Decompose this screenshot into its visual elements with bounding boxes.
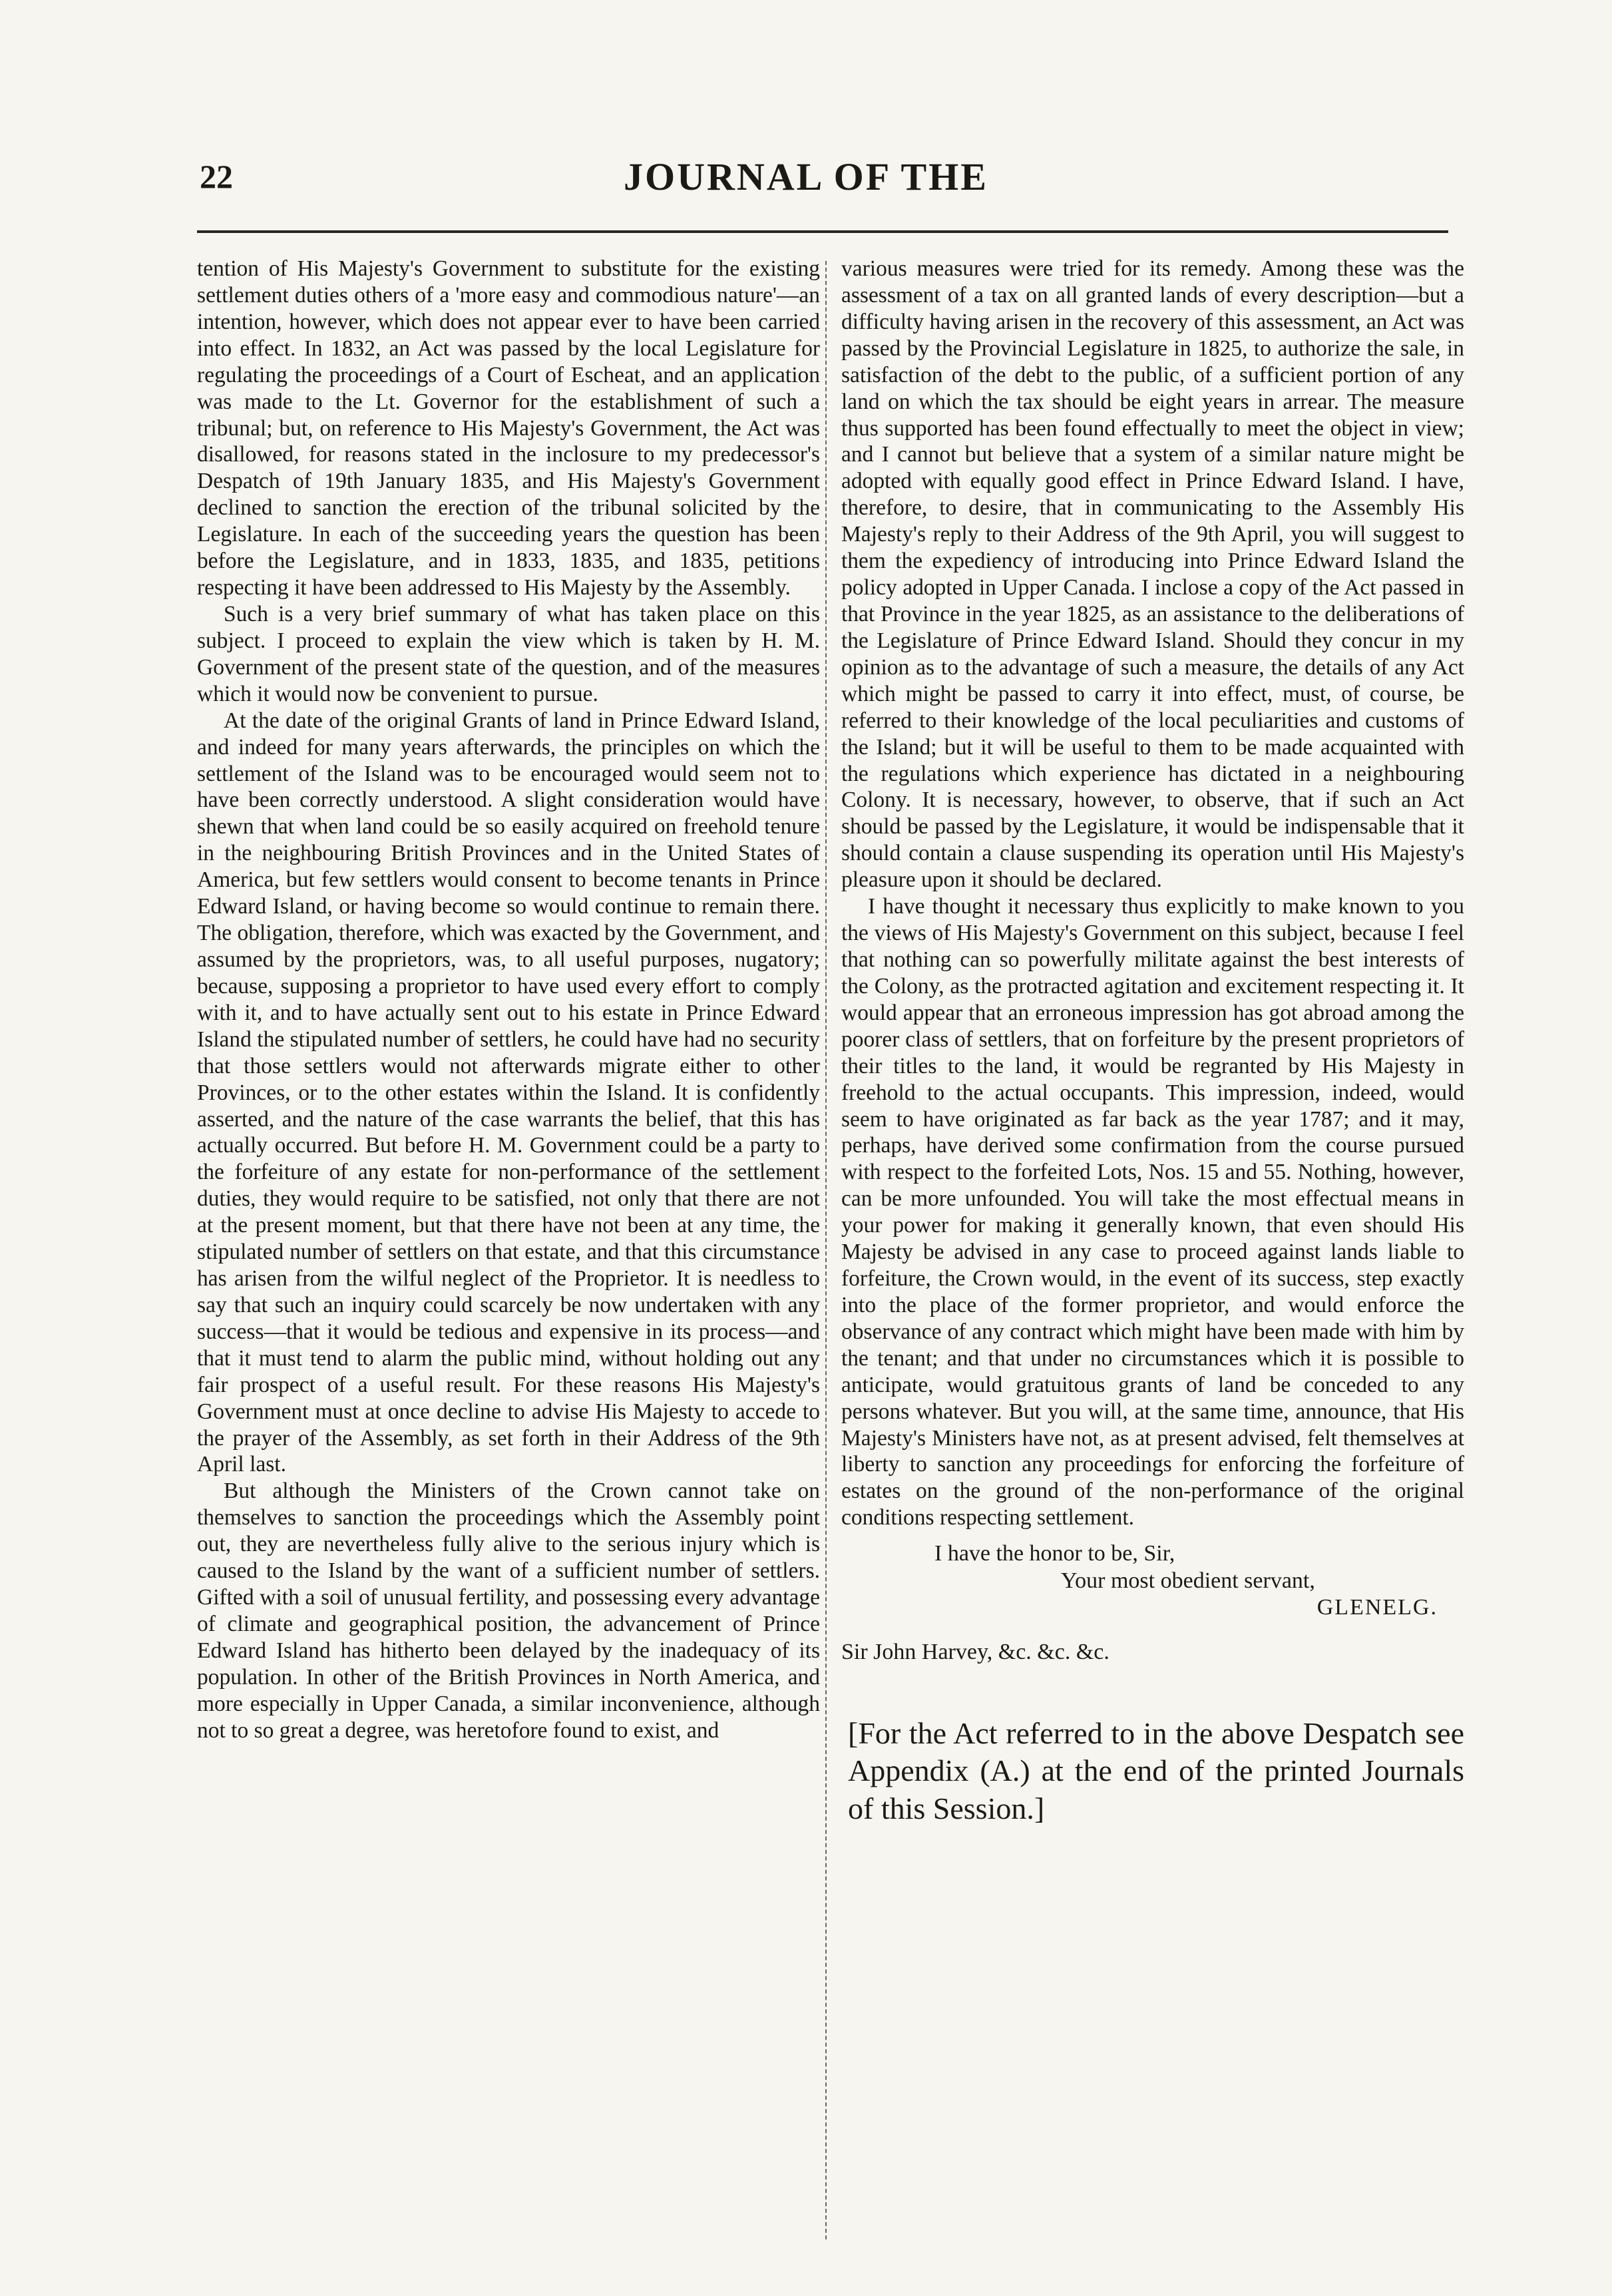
paragraph: various measures were tried for its remedy. Among these was the assessment of a tax on all granted lands of every description—but a difficulty having arisen in the recovery of this assessment, an Act was passed by the Provincial Legislature in 1825, to authorize the sale, in satisfaction of the debt to the public, of a sufficient portion of any land on which the tax should be eight years in arrear. The measure thus supported has been found effectually to meet the object in view; and I cannot but believe that a system of a similar nature might be adopted with equally good effect in Prince Edward Island. I have, therefore, to desire, that in communicating to the Assembly His Majesty's reply to their Address of the 9th April, you will suggest to them the expediency of introducing into Prince Edward Island the policy adopted in Upper Canada. I inclose a copy of the Act passed in that Province in the year 1825, as an assistance to the deliberations of the Legislature of Prince Edward Island. Should they concur in my opinion as to the advantage of such a measure, the details of any Act which might be passed to carry it into effect, must, of course, be referred to their knowledge of the local peculiarities and customs of the Island; but it will be useful to them to be made acquainted with the regulations which experience has dictated in a neighbouring Colony. It is necessary, however, to observe, that if such an Act should be passed by the Legislature, it would be indispensable that it should contain a clause suspending its operation until His Majesty's pleasure upon it should be declared. [841, 256, 1464, 893]
letter-closing [841, 1540, 1464, 1622]
closing-servant: Your most obedient servant, [1061, 1568, 1315, 1593]
left-column [197, 256, 820, 1744]
right-column [841, 256, 1464, 1827]
paragraph: Such is a very brief summary of what has taken place on this subject. I proceed to explain the view which is taken by H. M. Government of the present state of the question, and of the measures which it would now be convenient to pursue. [197, 601, 820, 706]
header-rule [197, 230, 1448, 233]
paragraph: I have thought it necessary thus explicitly to make known to you the views of His Majesty's Government on this subject, because I feel that nothing can so powerfully militate against the best interests of the Colony, as the protracted agitation and excitement respecting it. It would appear that an erroneous impression has got abroad among the poorer class of settlers, that on forfeiture by the present proprietors of their titles to the land, it would be regranted by His Majesty in freehold to the actual occupants. This impression, indeed, would seem to have originated as far back as the year 1787; and it may, perhaps, have derived some confirmation from the course pursued with respect to the forfeited Lots, Nos. 15 and 55. Nothing, however, can be more unfounded. You will take the most effectual means in your power for making it generally known, that even should His Majesty be advised in any case to proceed against lands liable to forfeiture, the Crown would, in the event of its success, step exactly into the place of the former proprietor, and would enforce the observance of any contract which might have been made with him by the tenant; and that under no circumstances which it is possible to anticipate, would gratuitous grants of land be conceded to any persons whatever. But you will, at the same time, announce, that His Majesty's Ministers have not, as at present advised, felt themselves at liberty to sanction any proceedings for enforcing the forfeiture of estates on the ground of the non-performance of the original conditions respecting settlement. [841, 894, 1464, 1530]
paragraph: At the date of the original Grants of land in Prince Edward Island, and indeed for many years afterwards, the principles on which the settlement of the Island was to be encouraged would seem not to have been correctly understood. A slight consideration would have shewn that when land could be so easily acquired on freehold tenure in the neighbouring British Provinces and in the United States of America, but few settlers would consent to become tenants in Prince Edward Island, or having become so would continue to remain there. The obligation, therefore, which was exacted by the Government, and assumed by the proprietors, was, to all useful purposes, nugatory; because, supposing a proprietor to have used every effort to comply with it, and to have actually sent out to his estate in Prince Edward Island the stipulated number of settlers, he could have had no security that those settlers would not afterwards migrate either to other Provinces, or to the other estates within the Island. It is confidently asserted, and the nature of the case warrants the belief, that this has actually occurred. But before H. M. Government could be a party to the forfeiture of any estate for non-performance of the settlement duties, they would require to be satisfied, not only that there are not at the present moment, but that there have not been at any time, the stipulated number of settlers on that estate, and that this circumstance has arisen from the wilful neglect of the Proprietor. It is needless to say that such an inquiry could scarcely be now undertaken with any success—that it would be tedious and expensive in its process—and that it must tend to alarm the public mind, without holding out any fair prospect of a useful result. For these reasons His Majesty's Government must at once decline to advise His Majesty to accede to the prayer of the Assembly, as set forth in their Address of the 9th April last. [197, 708, 820, 1477]
appendix-note: [For the Act referred to in the above Despatch see Appendix (A.) at the end of the printed Journals of this Session.] [848, 1716, 1464, 1825]
paragraph: But although the Ministers of the Crown cannot take on themselves to sanction the proceedings which the Assembly point out, they are nevertheless fully alive to the serious injury which is caused to the Island by the want of a sufficient number of settlers. Gifted with a soil of unusual fertility, and possessing every advantage of climate and geographical position, the advancement of Prince Edward Island has hitherto been delayed by the inadequacy of its population. In other of the British Provinces in North America, and more especially in Upper Canada, a similar inconvenience, although not to so great a degree, was heretofore found to exist, and [197, 1479, 820, 1743]
addressee: Sir John Harvey, &c. &c. &c. [841, 1639, 1109, 1664]
closing-salutation: I have the honor to be, Sir, [934, 1541, 1175, 1566]
column-divider [825, 261, 827, 2239]
paragraph: tention of His Majesty's Government to substitute for the existing settlement duties others of a 'more easy and commodious nature'—an intention, however, which does not appear ever to have been carried into effect. In 1832, an Act was passed by the local Legislature for regulating the proceedings of a Court of Escheat, and an application was made to the Lt. Governor for the establishment of such a tribunal; but, on reference to His Majesty's Government, the Act was disallowed, for reasons stated in the inclosure to my predecessor's Despatch of 19th January 1835, and His Majesty's Government declined to sanction the erection of the tribunal solicited by the Legislature. In each of the succeeding years the question has been before the Legislature, and in 1833, 1835, and 1835, petitions respecting it have been addressed to His Majesty by the Assembly. [197, 256, 820, 600]
signature: GLENELG. [1316, 1595, 1438, 1620]
running-head: JOURNAL OF THE [624, 155, 988, 198]
page-number: 22 [200, 158, 233, 195]
